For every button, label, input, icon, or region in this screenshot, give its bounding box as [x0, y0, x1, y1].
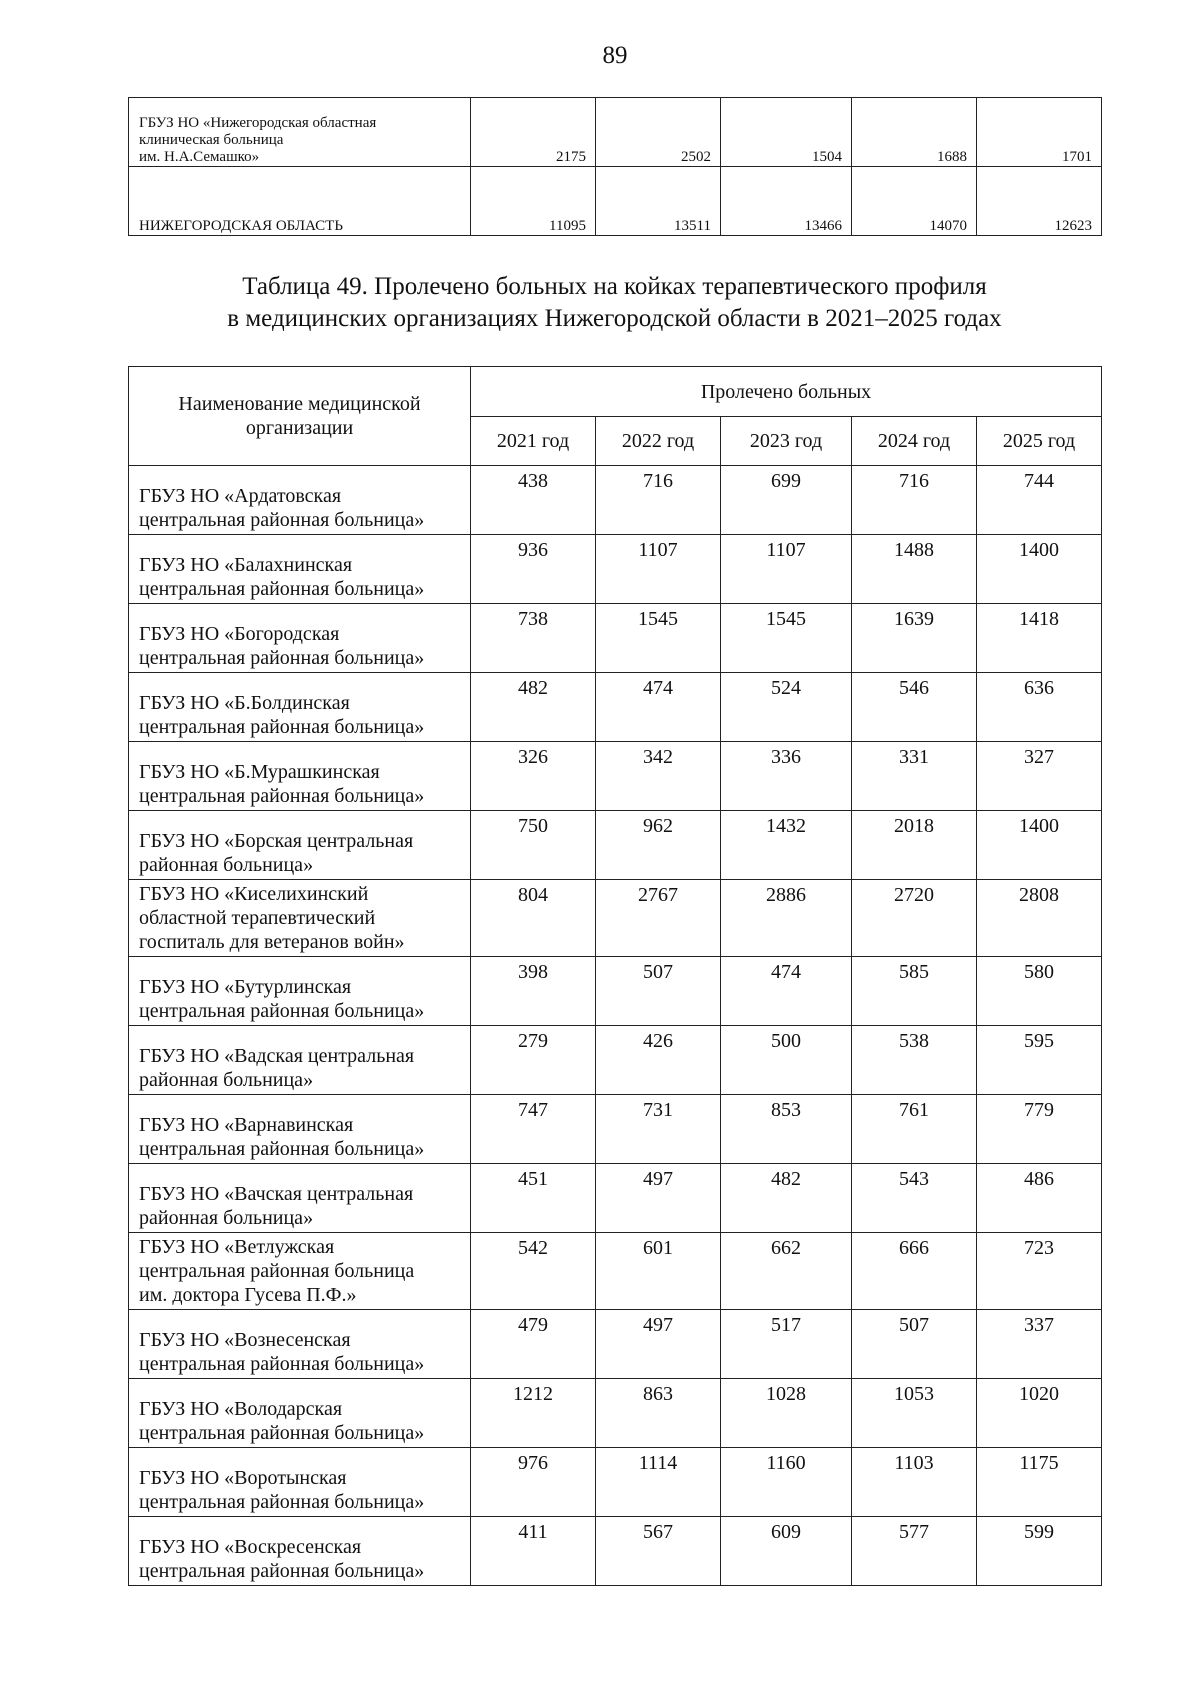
organization-name-line: центральная районная больница	[139, 1260, 415, 1282]
value-cell: 2175	[471, 98, 596, 167]
organization-name-line: центральная районная больница»	[139, 1353, 425, 1375]
value-cell: 517	[721, 1310, 852, 1379]
table-row	[129, 466, 1102, 535]
value-cell: 580	[977, 957, 1102, 1026]
value-cell: 524	[721, 673, 852, 742]
previous-table-continuation	[128, 97, 1102, 236]
table-row	[129, 1517, 1102, 1586]
value-cell: 482	[721, 1164, 852, 1233]
value-cell: 1107	[721, 535, 852, 604]
value-cell: 486	[977, 1164, 1102, 1233]
value-cell: 1053	[852, 1379, 977, 1448]
value-cell: 542	[471, 1233, 596, 1310]
value-cell: 962	[596, 811, 721, 880]
caption-line-1: Таблица 49. Пролечено больных на койках терапевтического профиля	[242, 273, 987, 300]
value-cell: 326	[471, 742, 596, 811]
value-cell: 474	[596, 673, 721, 742]
table-row	[129, 957, 1102, 1026]
value-cell: 500	[721, 1026, 852, 1095]
organization-name-cell	[129, 957, 471, 1026]
value-cell: 1103	[852, 1448, 977, 1517]
value-cell: 411	[471, 1517, 596, 1586]
value-cell: 1418	[977, 604, 1102, 673]
organization-name-line: ГБУЗ НО «Воротынская	[139, 1467, 347, 1489]
organization-name-line: ГБУЗ НО «Бутурлинская	[139, 976, 352, 998]
organization-name-cell	[129, 604, 471, 673]
treated-patients-table	[128, 366, 1102, 1586]
organization-name-line: центральная районная больница»	[139, 1491, 425, 1513]
header-year: 2025 год	[977, 417, 1102, 466]
value-cell: 1212	[471, 1379, 596, 1448]
value-cell: 1488	[852, 535, 977, 604]
organization-name-cell	[129, 1095, 471, 1164]
organization-name-line: клиническая больница	[139, 132, 284, 148]
organization-name-cell	[129, 1517, 471, 1586]
organization-name-cell	[129, 1233, 471, 1310]
header-organization: Наименование медицинской организации	[129, 367, 471, 466]
value-cell: 2886	[721, 880, 852, 957]
value-cell: 567	[596, 1517, 721, 1586]
value-cell: 585	[852, 957, 977, 1026]
organization-name-cell	[129, 1379, 471, 1448]
organization-name-line: ГБУЗ НО «Ветлужская	[139, 1236, 335, 1258]
value-cell: 1504	[721, 98, 852, 167]
value-cell: 747	[471, 1095, 596, 1164]
organization-name-line: центральная районная больница»	[139, 785, 425, 807]
organization-name-line: центральная районная больница»	[139, 716, 425, 738]
value-cell: 2720	[852, 880, 977, 957]
value-cell: 497	[596, 1164, 721, 1233]
organization-name-cell	[129, 1164, 471, 1233]
table-row	[129, 604, 1102, 673]
table-row	[129, 167, 1102, 236]
table-row	[129, 742, 1102, 811]
table-row	[129, 673, 1102, 742]
value-cell: 2808	[977, 880, 1102, 957]
value-cell: 1545	[721, 604, 852, 673]
value-cell: 662	[721, 1233, 852, 1310]
value-cell: 1160	[721, 1448, 852, 1517]
value-cell: 599	[977, 1517, 1102, 1586]
organization-name-line: НИЖЕГОРОДСКАЯ ОБЛАСТЬ	[139, 218, 343, 234]
organization-name-line: ГБУЗ НО «Володарская	[139, 1398, 343, 1420]
value-cell: 331	[852, 742, 977, 811]
organization-name-cell	[129, 466, 471, 535]
organization-name-cell	[129, 811, 471, 880]
value-cell: 507	[596, 957, 721, 1026]
value-cell: 538	[852, 1026, 977, 1095]
value-cell: 543	[852, 1164, 977, 1233]
value-cell: 804	[471, 880, 596, 957]
organization-name-line: ГБУЗ НО «Варнавинская	[139, 1114, 354, 1136]
organization-name-line: госпиталь для ветеранов войн»	[139, 931, 405, 953]
organization-name-line: центральная районная больница»	[139, 1422, 425, 1444]
value-cell: 666	[852, 1233, 977, 1310]
organization-name-line: центральная районная больница»	[139, 647, 425, 669]
value-cell: 699	[721, 466, 852, 535]
table-row	[129, 1379, 1102, 1448]
value-cell: 327	[977, 742, 1102, 811]
organization-name-cell	[129, 880, 471, 957]
value-cell: 451	[471, 1164, 596, 1233]
organization-name-line: ГБУЗ НО «Вознесенская	[139, 1329, 351, 1351]
value-cell: 14070	[852, 167, 977, 236]
value-cell: 426	[596, 1026, 721, 1095]
value-cell: 731	[596, 1095, 721, 1164]
value-cell: 1400	[977, 811, 1102, 880]
value-cell: 853	[721, 1095, 852, 1164]
table-row	[129, 98, 1102, 167]
value-cell: 595	[977, 1026, 1102, 1095]
value-cell: 1400	[977, 535, 1102, 604]
value-cell: 342	[596, 742, 721, 811]
table-row	[129, 535, 1102, 604]
value-cell: 546	[852, 673, 977, 742]
value-cell: 577	[852, 1517, 977, 1586]
header-year: 2021 год	[471, 417, 596, 466]
value-cell: 474	[721, 957, 852, 1026]
value-cell: 750	[471, 811, 596, 880]
value-cell: 976	[471, 1448, 596, 1517]
table-row	[129, 1026, 1102, 1095]
value-cell: 761	[852, 1095, 977, 1164]
organization-name-line: ГБУЗ НО «Киселихинский	[139, 883, 369, 905]
organization-name-cell	[129, 535, 471, 604]
organization-name-line: ГБУЗ НО «Б.Болдинская	[139, 692, 350, 714]
table-row	[129, 1164, 1102, 1233]
value-cell: 13511	[596, 167, 721, 236]
organization-name-line: ГБУЗ НО «Ардатовская	[139, 485, 342, 507]
value-cell: 1175	[977, 1448, 1102, 1517]
table-row	[129, 1233, 1102, 1310]
organization-name-cell	[129, 742, 471, 811]
value-cell: 336	[721, 742, 852, 811]
value-cell: 497	[596, 1310, 721, 1379]
value-cell: 738	[471, 604, 596, 673]
value-cell: 438	[471, 466, 596, 535]
header-year: 2023 год	[721, 417, 852, 466]
organization-name-line: областной терапевтический	[139, 907, 376, 929]
page-number: 89	[602, 42, 628, 69]
value-cell: 398	[471, 957, 596, 1026]
caption-line-2: в медицинских организациях Нижегородской области в 2021–2025 годах	[227, 305, 1002, 332]
organization-name-cell	[129, 1310, 471, 1379]
organization-name-line: центральная районная больница»	[139, 1000, 425, 1022]
value-cell: 601	[596, 1233, 721, 1310]
value-cell: 279	[471, 1026, 596, 1095]
value-cell: 1028	[721, 1379, 852, 1448]
value-cell: 2502	[596, 98, 721, 167]
value-cell: 337	[977, 1310, 1102, 1379]
organization-name-line: им. доктора Гусева П.Ф.»	[139, 1284, 357, 1306]
organization-name-line: им. Н.А.Семашко»	[139, 149, 260, 165]
value-cell: 744	[977, 466, 1102, 535]
table-row	[129, 1095, 1102, 1164]
value-cell: 1020	[977, 1379, 1102, 1448]
value-cell: 11095	[471, 167, 596, 236]
organization-name-line: районная больница»	[139, 1069, 314, 1091]
value-cell: 479	[471, 1310, 596, 1379]
value-cell: 1432	[721, 811, 852, 880]
table-row	[129, 1448, 1102, 1517]
value-cell: 779	[977, 1095, 1102, 1164]
value-cell: 2018	[852, 811, 977, 880]
organization-name-line: районная больница»	[139, 854, 314, 876]
organization-name-cell	[129, 1026, 471, 1095]
value-cell: 1107	[596, 535, 721, 604]
organization-name-line: ГБУЗ НО «Нижегородская областная	[139, 115, 377, 131]
value-cell: 1639	[852, 604, 977, 673]
header-year: 2024 год	[852, 417, 977, 466]
value-cell: 1114	[596, 1448, 721, 1517]
table-caption	[128, 271, 1101, 335]
value-cell: 636	[977, 673, 1102, 742]
header-treated-patients: Пролечено больных	[471, 367, 1102, 417]
organization-name-cell	[129, 673, 471, 742]
value-cell: 716	[852, 466, 977, 535]
value-cell: 482	[471, 673, 596, 742]
table-row	[129, 1310, 1102, 1379]
table-row	[129, 811, 1102, 880]
value-cell: 13466	[721, 167, 852, 236]
value-cell: 507	[852, 1310, 977, 1379]
value-cell: 2767	[596, 880, 721, 957]
organization-name-line: центральная районная больница»	[139, 1560, 425, 1582]
value-cell: 1688	[852, 98, 977, 167]
value-cell: 863	[596, 1379, 721, 1448]
organization-name-cell	[129, 1448, 471, 1517]
organization-name-line: ГБУЗ НО «Богородская	[139, 623, 340, 645]
value-cell: 936	[471, 535, 596, 604]
organization-name-line: центральная районная больница»	[139, 509, 425, 531]
value-cell: 12623	[977, 167, 1102, 236]
table-row	[129, 880, 1102, 957]
value-cell: 723	[977, 1233, 1102, 1310]
value-cell: 716	[596, 466, 721, 535]
value-cell: 609	[721, 1517, 852, 1586]
organization-name-line: центральная районная больница»	[139, 578, 425, 600]
organization-name-cell	[129, 98, 471, 167]
header-year: 2022 год	[596, 417, 721, 466]
value-cell: 1545	[596, 604, 721, 673]
value-cell: 1701	[977, 98, 1102, 167]
organization-name-line: ГБУЗ НО «Балахнинская	[139, 554, 353, 576]
organization-name-cell	[129, 167, 471, 236]
organization-name-line: центральная районная больница»	[139, 1138, 425, 1160]
organization-name-line: ГБУЗ НО «Вачская центральная	[139, 1183, 414, 1205]
organization-name-line: ГБУЗ НО «Борская центральная	[139, 830, 414, 852]
organization-name-line: ГБУЗ НО «Б.Мурашкинская	[139, 761, 380, 783]
organization-name-line: ГБУЗ НО «Вадская центральная	[139, 1045, 415, 1067]
organization-name-line: ГБУЗ НО «Воскресенская	[139, 1536, 362, 1558]
organization-name-line: районная больница»	[139, 1207, 314, 1229]
